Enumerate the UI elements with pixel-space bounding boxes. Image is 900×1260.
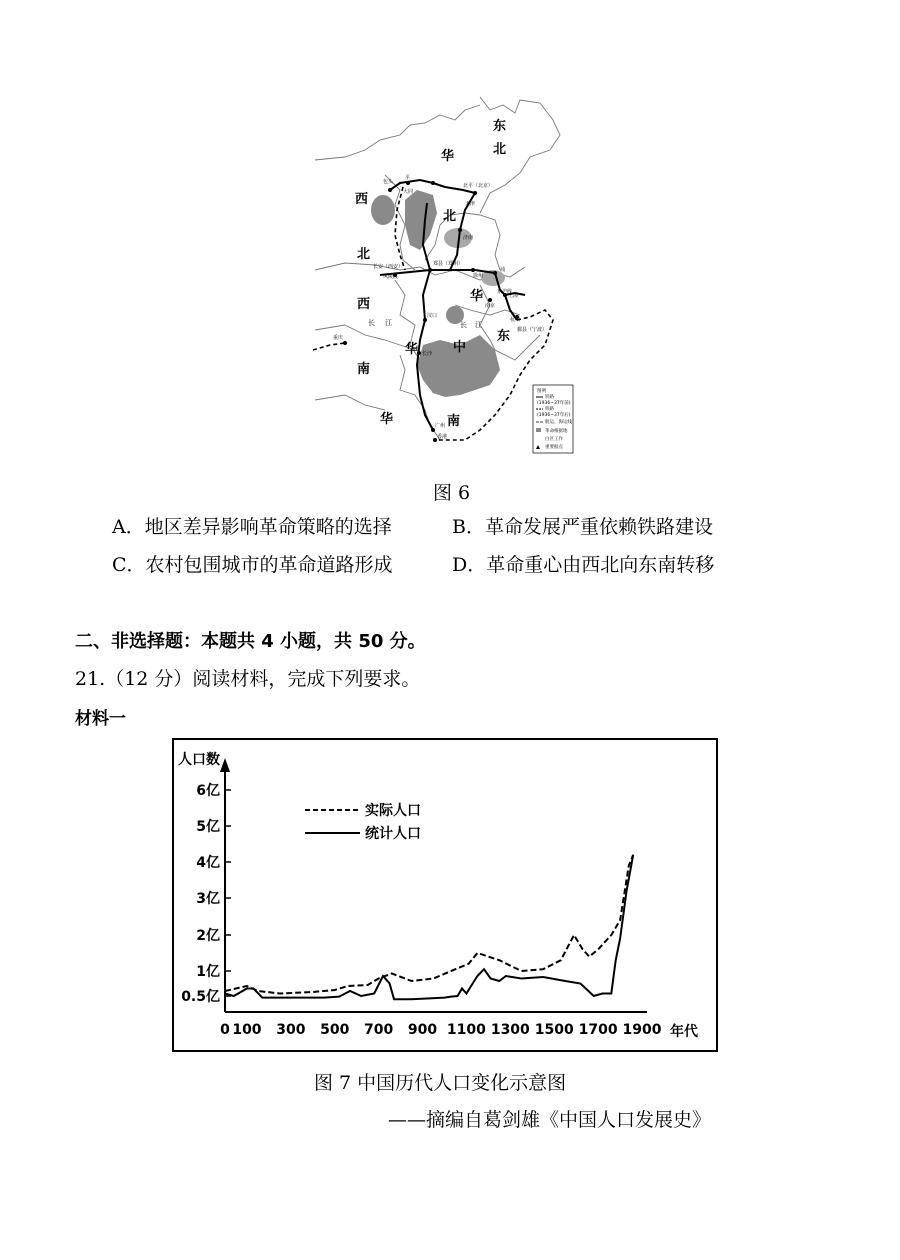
map-city-label: 南京 xyxy=(485,303,496,309)
map-city-label: 京沪线 xyxy=(497,289,513,295)
svg-text:革命根据地: 革命根据地 xyxy=(545,429,568,434)
y-tick-label: 0.5亿 xyxy=(181,989,220,1005)
x-tick-label: 100 xyxy=(232,1022,262,1038)
x-tick-label: 1100 xyxy=(446,1022,486,1038)
map-region-label: 东 xyxy=(493,119,507,134)
option-text: 农村包围城市的革命道路形成 xyxy=(145,554,393,576)
svg-text:航运、海运线: 航运、海运线 xyxy=(545,420,572,425)
svg-text:铁路: 铁路 xyxy=(545,395,554,400)
map-city-label: 杭州 xyxy=(510,317,521,323)
map-city-label: 平 xyxy=(405,175,411,181)
svg-text:白区工作: 白区工作 xyxy=(545,437,563,442)
option-letter: B． xyxy=(452,516,485,538)
map-city-label: 广州 xyxy=(435,423,446,429)
map-river-label: 长 xyxy=(368,319,375,327)
map-region-label: 中 xyxy=(453,340,467,355)
figure7-caption: 图 7 中国历代人口变化示意图 xyxy=(314,1072,567,1094)
x-tick-label: 1300 xyxy=(490,1022,530,1038)
map-region-label: 南 xyxy=(447,414,461,429)
svg-text:重要据点: 重要据点 xyxy=(545,445,563,450)
svg-text:(1936~37年前): (1936~37年前) xyxy=(537,401,571,406)
map-river-label: 长 xyxy=(460,321,467,329)
material-label: 材料一 xyxy=(75,709,126,729)
section-heading: 二、非选择题：本题共 4 小题，共 50 分。 xyxy=(75,631,426,652)
map-region-label: 华 xyxy=(380,412,394,427)
option-text: 地区差异影响革命策略的选择 xyxy=(144,516,392,538)
y-tick-label: 2亿 xyxy=(196,928,220,944)
map-city-label: 大同 xyxy=(403,189,414,195)
map-city-label: 长沙 xyxy=(422,351,433,357)
option-c[interactable] xyxy=(112,550,393,577)
option-a[interactable] xyxy=(112,512,392,539)
svg-text:图例: 图例 xyxy=(537,389,546,394)
option-letter: D． xyxy=(452,554,487,576)
x-tick-label: 0 xyxy=(220,1022,230,1038)
legend-stat-label: 统计人口 xyxy=(365,826,421,842)
y-tick-label: 1亿 xyxy=(196,964,220,980)
y-tick-label: 4亿 xyxy=(196,855,220,871)
option-letter: C． xyxy=(112,554,146,576)
map-legend xyxy=(533,385,573,453)
map-region-label: 西 xyxy=(355,192,369,207)
map-region-label: 北 xyxy=(357,247,371,262)
option-d[interactable] xyxy=(452,550,714,577)
figure7-source: ——摘编自葛剑雄《中国人口发展史》 xyxy=(388,1109,712,1131)
map-region-label: 北 xyxy=(443,209,457,224)
option-b[interactable] xyxy=(452,512,713,539)
x-tick-label: 500 xyxy=(320,1022,350,1038)
x-tick-label: 1900 xyxy=(622,1022,662,1038)
map-city-label: 浦 xyxy=(500,267,506,273)
svg-text:铁路: 铁路 xyxy=(545,407,554,412)
y-tick-label: 3亿 xyxy=(196,891,220,907)
map-city-label: 上海 xyxy=(508,293,519,299)
y-tick-label: 6亿 xyxy=(196,783,220,799)
map-city-label: 汉口 xyxy=(427,313,438,319)
map-city-label: 北平（北京） xyxy=(463,183,494,189)
map-city-label: 徐州 xyxy=(473,273,484,279)
y-tick-label: 5亿 xyxy=(196,819,220,835)
map-city-label: 风陵渡 xyxy=(383,274,399,280)
y-axis-label: 人口数 xyxy=(178,752,220,768)
map-city-label: 长安（西安） xyxy=(373,264,404,270)
map-city-label: 济南 xyxy=(463,235,474,241)
map-region-label: 华 xyxy=(470,289,484,304)
map-river-label: 江 xyxy=(475,321,482,329)
map-city-label: 香港 xyxy=(437,434,448,440)
map-region-label: 西 xyxy=(357,297,371,312)
x-axis-label: 年代 xyxy=(670,1024,698,1040)
map-city-label: 重庆 xyxy=(333,335,344,341)
option-text: 革命发展严重依赖铁路建设 xyxy=(484,516,713,538)
option-letter: A． xyxy=(112,516,145,538)
map-city-label: 鄞县（宁波） xyxy=(517,327,548,333)
x-tick-label: 900 xyxy=(407,1022,438,1038)
question-stem: 21.（12 分）阅读材料，完成下列要求。 xyxy=(75,668,421,690)
map-region-label: 华 xyxy=(405,342,419,357)
map-river-label: 江 xyxy=(385,319,392,327)
map-city-label: 郑县（郑州） xyxy=(433,261,464,267)
figure6-map xyxy=(305,95,575,470)
map-region-label: 南 xyxy=(357,362,371,377)
x-tick-label: 1500 xyxy=(534,1022,574,1038)
map-region-label: 北 xyxy=(493,142,507,157)
svg-text:(1936~37年后): (1936~37年后) xyxy=(537,413,571,418)
x-tick-label: 700 xyxy=(364,1022,394,1038)
map-city-label: 包头 xyxy=(383,179,394,185)
x-tick-label: 300 xyxy=(276,1022,306,1038)
map-region-label: 东 xyxy=(497,329,511,344)
option-text: 革命重心由西北向东南转移 xyxy=(486,554,715,576)
map-region-label: 华 xyxy=(441,149,455,164)
figure6-caption: 图 6 xyxy=(433,482,471,504)
map-city-label: 天津 xyxy=(465,201,476,207)
x-tick-label: 1700 xyxy=(578,1022,618,1038)
population-chart xyxy=(172,738,718,1052)
legend-actual-label: 实际人口 xyxy=(365,803,421,819)
